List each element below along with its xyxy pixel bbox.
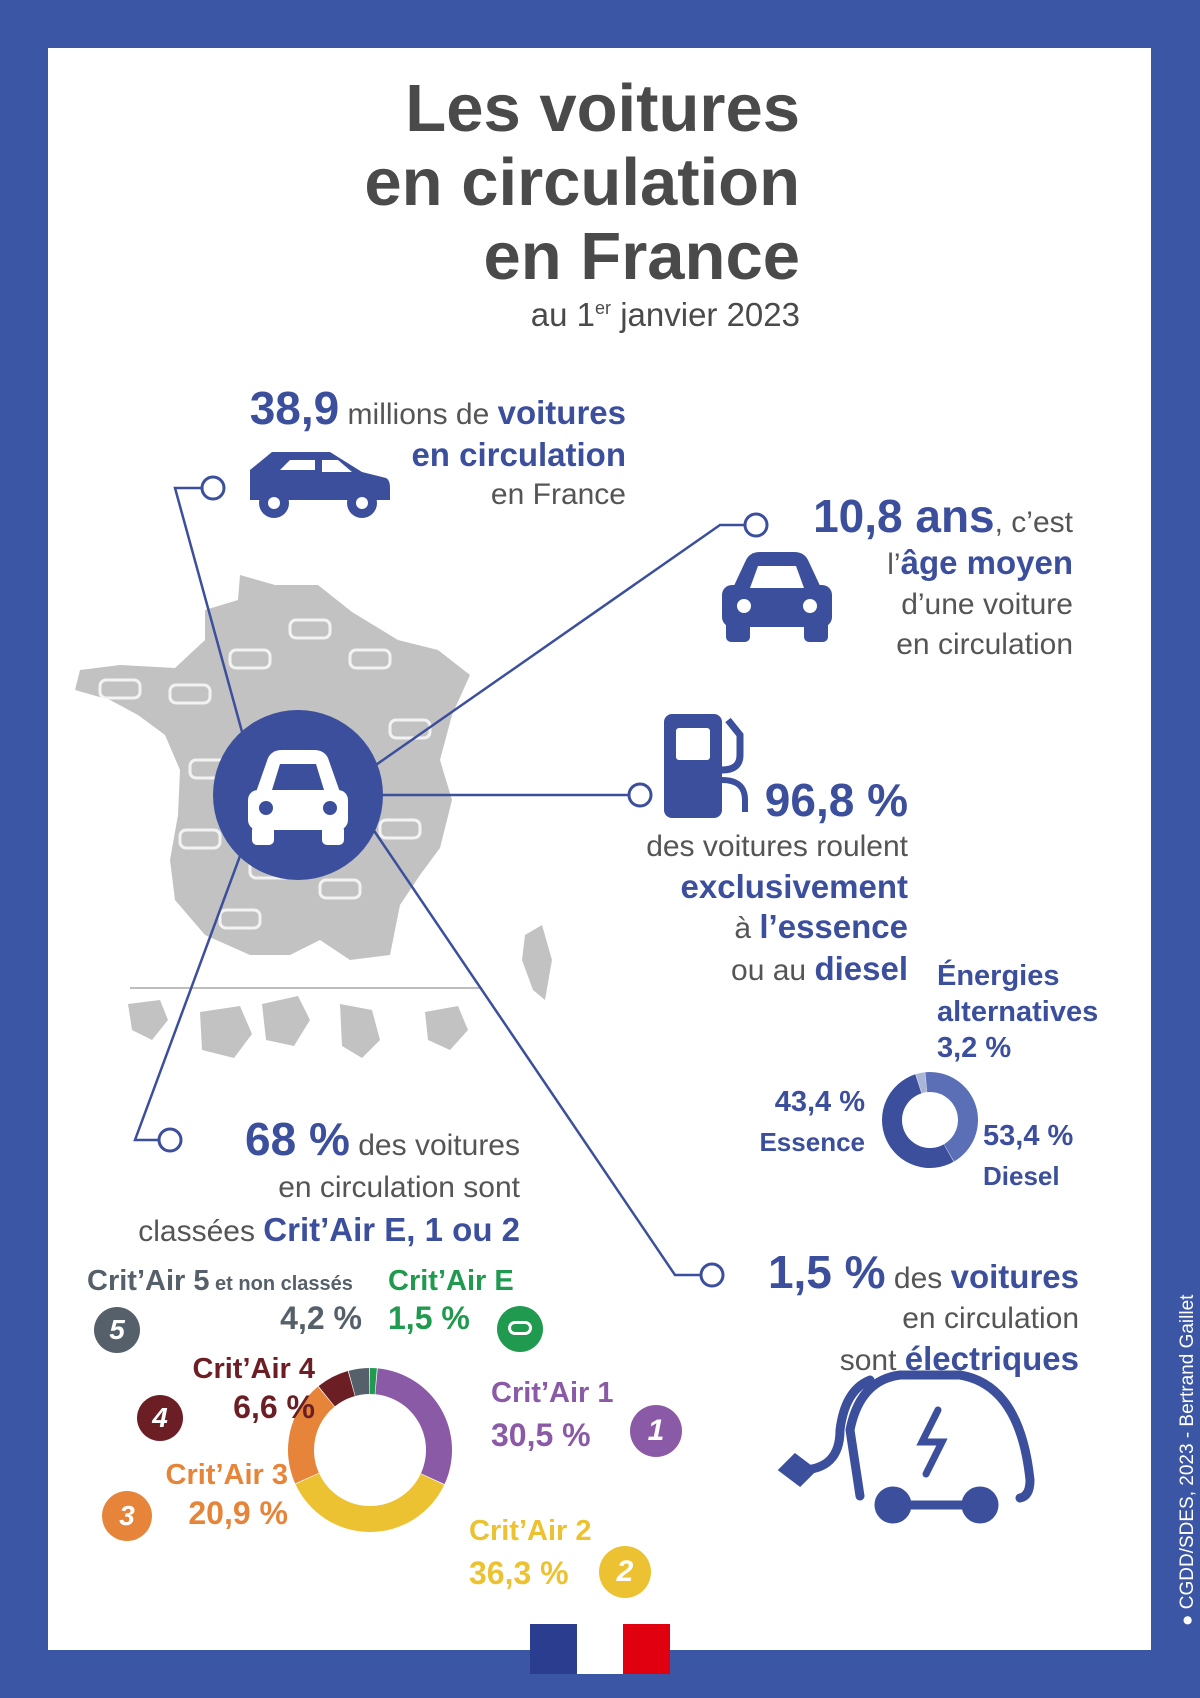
- energy-donut-chart: [870, 1060, 990, 1180]
- electric-car-icon: [780, 1375, 1030, 1519]
- slice-critair-1: [375, 1368, 452, 1484]
- stat-total-value: 38,9: [249, 382, 340, 434]
- critair-5-value: 4,2 %: [280, 1300, 362, 1336]
- critair-2-label: Crit’Air 2 36,3 %: [469, 1515, 592, 1591]
- stat-fuel: 96,8 % des voitures roulent exclusivement à l’essence ou au diesel: [646, 774, 908, 987]
- stat-electric: 1,5 % des voitures en circulation sont électriques: [767, 1246, 1079, 1377]
- energy-essence-label: 43,4 % Essence: [759, 1086, 865, 1157]
- critair-3-badge-icon: 3: [102, 1491, 152, 1541]
- page-subtitle: au 1er janvier 2023: [530, 296, 800, 333]
- logo-blue-band: [530, 1624, 577, 1674]
- critair-4-label: Crit’Air 4 6,6 %: [192, 1353, 315, 1425]
- stat-fuel-value: 96,8 %: [764, 774, 908, 826]
- stat-age-value: 10,8 ans: [813, 490, 995, 542]
- energy-diesel-label: 53,4 % Diesel: [983, 1120, 1074, 1191]
- critair-1-badge-icon: 1: [630, 1405, 682, 1457]
- title-line-2: en circulation: [364, 145, 800, 220]
- republique-francaise-logo: [530, 1624, 670, 1674]
- logo-red-band: [623, 1624, 670, 1674]
- critair-e-label: Crit’Air E 1,5 %: [388, 1265, 514, 1336]
- critair-3-label: Crit’Air 3 20,9 %: [165, 1459, 288, 1531]
- stat-electric-value: 1,5 %: [767, 1246, 886, 1298]
- logo-white-band: [577, 1624, 624, 1674]
- stat-critair-value: 68 %: [245, 1113, 350, 1165]
- critair-1-label: Crit’Air 1 30,5 %: [491, 1377, 614, 1453]
- energy-alt-label: Énergies alternatives 3,2 %: [937, 960, 1099, 1064]
- credit-text: ● CGDD/SDES, 2023 - Bertrand Gaillet: [1177, 1294, 1198, 1626]
- critair-e-badge-icon: [497, 1306, 543, 1352]
- stat-total: 38,9 millions de voitures en circulation en France: [249, 382, 626, 511]
- critair-5-label: Crit’Air 5 et non classés: [87, 1265, 353, 1297]
- title-line-1: Les voitures: [405, 71, 800, 146]
- stat-age: 10,8 ans, c’est l’âge moyen d’une voiture en circulation: [813, 490, 1073, 661]
- critair-2-badge-icon: 2: [599, 1546, 651, 1598]
- critair-5-badge-icon: 5: [94, 1307, 140, 1353]
- critair-4-badge-icon: 4: [137, 1395, 183, 1441]
- slice-critair-2: [295, 1473, 444, 1532]
- stat-critair: 68 % des voitures en circulation sont classées Crit’Air E, 1 ou 2: [138, 1113, 520, 1248]
- central-car-icon: [213, 710, 383, 880]
- title-line-3: en France: [483, 219, 800, 294]
